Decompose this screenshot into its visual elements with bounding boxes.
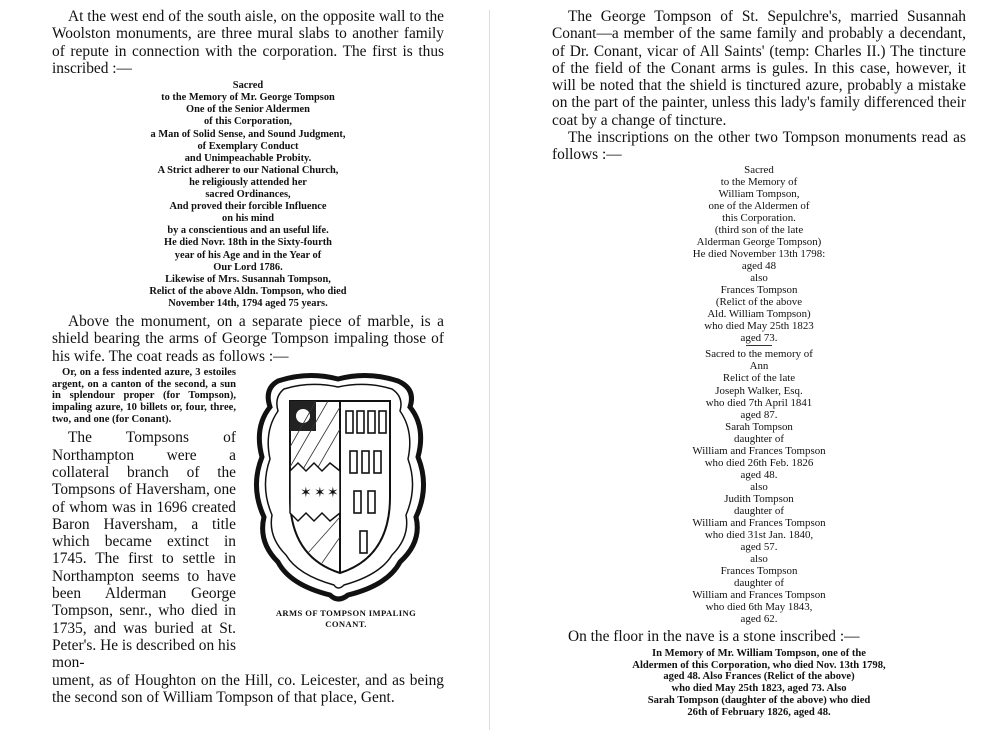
- svg-text:✶: ✶: [300, 484, 312, 501]
- right-page: [552, 8, 966, 719]
- left-paragraph-2: Above the monument, on a separate piece of marble, is a shield bearing the arms of George Tompson impaling those of his wife. The coat reads as follows :—: [52, 312, 444, 365]
- inscription-line: he religiously attended her: [189, 176, 307, 188]
- inscription-line: (Relict of the above: [715, 296, 803, 309]
- inscription-line: daughter of: [734, 577, 784, 590]
- inscription-line: Relict of the above Aldn. Tompson, who died: [149, 285, 347, 297]
- inscription-line: one of the Aldermen of: [708, 199, 810, 212]
- right-paragraph-1: The George Tompson of St. Sepulchre's, married Susannah Conant—a member of the same family and probably a decendant, of Dr. Conant, vicar of All Saints' (temp: Charles II.) The tincture of the field of the Conant arms is gules. In this case, however, it will be noted that the shield is tinctured azure, probably a mistake on the part of the painter, unless this lady's family differenced their coat by a change of tincture.: [552, 8, 966, 129]
- inscription-line: One of the Senior Aldermen: [186, 104, 310, 116]
- caption-line-1: ARMS OF TOMPSON IMPALING: [275, 607, 417, 618]
- inscription-line: Our Lord 1786.: [213, 261, 283, 273]
- inscription-line: year of his Age and in the Year of: [174, 249, 322, 261]
- inscription-line: also: [750, 553, 768, 566]
- coat-of-arms-shield-icon: [238, 367, 444, 607]
- walker-tompson-inscription: [552, 348, 966, 625]
- inscription-line: William Tompson,: [718, 187, 800, 200]
- inscription-line: A Strict adherer to our National Church,: [157, 164, 339, 176]
- inscription-line: Aldermen of this Corporation, who died Nov. 13th 1798,: [632, 659, 886, 671]
- inscription-line: Sarah Tompson: [725, 420, 793, 433]
- inscription-line: also: [750, 272, 768, 285]
- inscription-line: aged 48.: [740, 468, 778, 481]
- inscription-line: November 14th, 1794 aged 75 years.: [168, 297, 328, 309]
- inscription-line: (third son of the late: [714, 223, 804, 236]
- inscription-line: Alderman George Tompson): [696, 235, 822, 248]
- inscription-line: Likewise of Mrs. Susannah Tompson,: [165, 273, 331, 285]
- inscription-line: daughter of: [734, 432, 784, 445]
- inscription-line: who died May 25th 1823: [704, 320, 814, 333]
- inscription-line: on his mind: [222, 213, 274, 225]
- page-gutter: [489, 10, 490, 730]
- caption-line-2: CONANT.: [325, 618, 367, 629]
- left-paragraph-3-continued: ument, as of Houghton on the Hill, co. Leicester, and as being the second son of William Tompson of that place, Gent.: [52, 671, 444, 706]
- separator-rule: [746, 345, 772, 346]
- left-paragraph-3: The Tompsons of Northampton were a collateral branch of the Tompsons of Haversham, one of whom was in 1696 created Baron Haversham, a title which became extinct in 1745. The first to settle in Northampton seems to have been Alderman George Tompson, senr., who died in 1735, and was buried at St. Peter's. He is described on his mon-: [52, 429, 237, 672]
- inscription-line: aged 48: [741, 260, 777, 273]
- inscription-line: aged 48. Also Frances (Relict of the above): [663, 671, 855, 683]
- left-paragraph-1: At the west end of the south aisle, on the opposite wall to the Woolston monuments, are three mural slabs to another family of repute in connection with the corporation. The first is thus inscribed :—: [52, 8, 444, 77]
- inscription-line: who died 7th April 1841: [705, 396, 813, 409]
- inscription-line: who died 26th Feb. 1826: [704, 456, 814, 469]
- right-paragraph-2: The inscriptions on the other two Tompson monuments read as follows :—: [552, 129, 966, 164]
- inscription-line: 26th of February 1826, aged 48.: [687, 706, 831, 718]
- left-page: [52, 8, 444, 706]
- inscription-line: of this Corporation,: [203, 116, 293, 128]
- inscription-line: a Man of Solid Sense, and Sound Judgment,: [150, 128, 346, 140]
- inscription-line: And proved their forcible Influence: [169, 201, 327, 213]
- blazon-text: Or, on a fess indented azure, 3 estoiles argent, on a canton of the second, a sun in splendour proper (for Tompson), impaling azure, 10 billets or, four, three, two, and one (for Conant).: [52, 366, 236, 425]
- inscription-line: Frances Tompson: [720, 565, 798, 578]
- inscription-line: aged 62.: [740, 613, 778, 626]
- inscription-line: He died November 13th 1798:: [692, 248, 826, 260]
- inscription-line: who died May 25th 1823, aged 73. Also: [671, 683, 847, 695]
- inscription-line: aged 87.: [740, 408, 778, 421]
- svg-text:✶: ✶: [314, 484, 326, 501]
- inscription-line: who died 6th May 1843,: [705, 601, 813, 614]
- coat-of-arms-figure: [238, 367, 444, 647]
- arms-section: [52, 367, 444, 672]
- inscription-line: Joseph Walker, Esq.: [715, 384, 803, 397]
- inscription-line: William and Frances Tompson: [692, 517, 826, 530]
- inscription-line: He died Novr. 18th in the Sixty-fourth: [164, 237, 332, 249]
- inscription-line: and Unimpeachable Probity.: [184, 152, 312, 164]
- george-tompson-inscription: [52, 80, 444, 310]
- inscription-line: Sacred to the memory of: [705, 348, 813, 361]
- inscription-line: also: [750, 480, 768, 493]
- inscription-line: Sarah Tompson (daughter of the above) who died: [647, 694, 871, 706]
- william-tompson-inscription: [552, 164, 966, 345]
- inscription-line: sacred Ordinances,: [205, 189, 291, 201]
- inscription-line: who died 31st Jan. 1840,: [704, 529, 814, 542]
- inscription-line: In Memory of Mr. William Tompson, one of the: [651, 647, 867, 659]
- right-paragraph-3: On the floor in the nave is a stone inscribed :—: [568, 628, 860, 646]
- svg-text:✶: ✶: [327, 484, 339, 501]
- inscription-line: William and Frances Tompson: [692, 589, 826, 602]
- inscription-line: William and Frances Tompson: [692, 444, 826, 457]
- inscription-line: Relict of the late: [722, 372, 796, 385]
- inscription-line: aged 73.: [740, 332, 778, 345]
- inscription-line: by a conscientious and an useful life.: [167, 225, 329, 237]
- inscription-line: Sacred: [232, 80, 264, 92]
- figure-caption: [258, 608, 434, 630]
- inscription-line: to the Memory of Mr. George Tompson: [161, 92, 335, 104]
- inscription-line: this Corporation.: [722, 211, 796, 224]
- inscription-line: daughter of: [734, 504, 784, 517]
- inscription-line: Frances Tompson: [720, 284, 798, 297]
- inscription-line: Judith Tompson: [724, 492, 794, 505]
- inscription-line: Ann: [749, 360, 769, 373]
- floor-stone-inscription: [552, 648, 966, 719]
- inscription-line: to the Memory of: [720, 175, 798, 188]
- inscription-line: Ald. William Tompson): [707, 308, 811, 321]
- inscription-line: of Exemplary Conduct: [197, 140, 299, 152]
- inscription-line: Sacred: [744, 163, 774, 176]
- inscription-line: aged 57.: [740, 541, 778, 554]
